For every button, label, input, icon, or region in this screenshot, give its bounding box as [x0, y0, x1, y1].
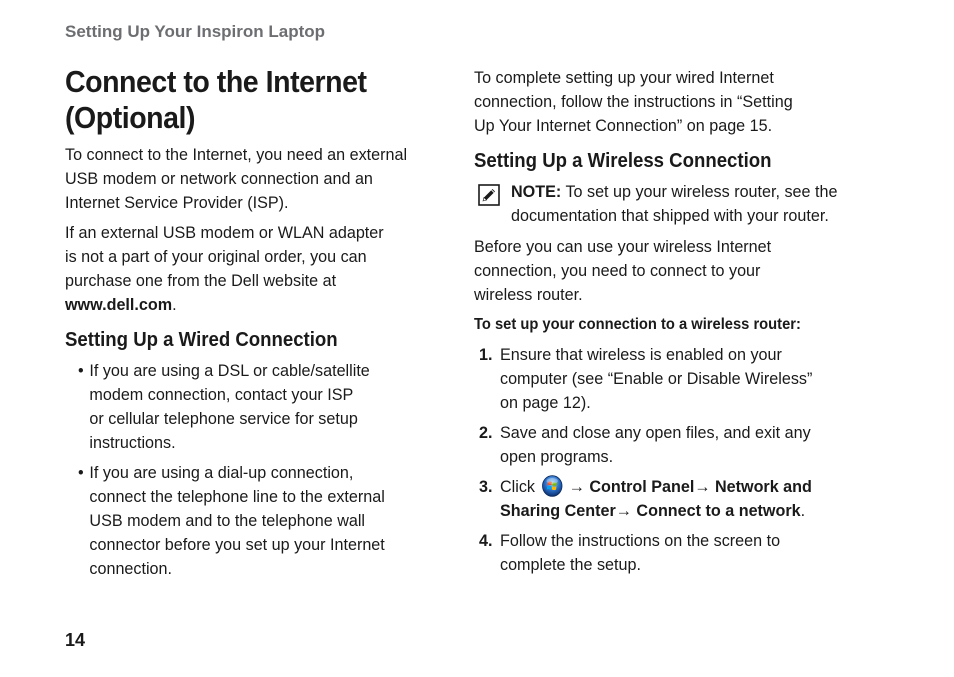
connect-to-network-link[interactable]: Connect to a network: [636, 501, 801, 520]
wireless-connection-heading: Setting Up a Wireless Connection: [474, 150, 772, 172]
bullet-icon: •: [78, 463, 84, 482]
wired-bullet-1-line1: If you are using a DSL or cable/satellite: [89, 361, 370, 380]
arrow-icon: →: [568, 477, 585, 496]
page-title-line2: (Optional): [65, 100, 196, 135]
wireless-intro-paragraph: [474, 235, 771, 307]
page-number: 14: [65, 630, 86, 650]
procedure-title: To set up your connection to a wireless router:: [474, 316, 801, 333]
wired-bullet-2-line3: USB modem and to the telephone wall: [89, 511, 366, 530]
step-3-number: 3.: [479, 477, 493, 496]
step-2-number: 2.: [479, 423, 493, 442]
note-line2: documentation that shipped with your router.: [511, 206, 829, 225]
wired-bullet-2-line1: If you are using a dial-up connection,: [89, 463, 354, 482]
note-pencil-icon: [478, 184, 500, 206]
dell-link-period: .: [172, 295, 177, 314]
wired-bullet-2-text: [89, 461, 384, 581]
step-1-number: 1.: [479, 345, 493, 364]
wired-bullet-1-line3: or cellular telephone service for setup: [89, 409, 358, 428]
wired-bullet-1-line2: modem connection, contact your ISP: [89, 385, 354, 404]
wireless-intro-line2: connection, you need to connect to your: [474, 261, 761, 280]
note-block: [511, 180, 837, 228]
network-sharing-link-part1[interactable]: Network and: [714, 477, 812, 496]
windows-start-icon[interactable]: [541, 475, 562, 497]
arrow-icon: →: [694, 477, 711, 496]
dell-website-link[interactable]: www.dell.com: [65, 295, 173, 314]
bullet-icon: •: [78, 361, 84, 380]
intro-p2-line2: is not a part of your original order, you can: [65, 247, 367, 266]
step-2-text: [500, 421, 811, 469]
step-4-number: 4.: [479, 531, 493, 550]
wireless-intro-line3: wireless router.: [474, 285, 583, 304]
step-4-text: [500, 529, 780, 577]
step-1-line1: Ensure that wireless is enabled on your: [500, 345, 782, 364]
step-1-text: [500, 343, 812, 415]
page-title-line1: Connect to the Internet: [65, 64, 367, 99]
step-4-line2: complete the setup.: [500, 555, 641, 574]
arrow-icon: →: [615, 501, 632, 520]
wired-cont-line1: To complete setting up your wired Internet: [474, 68, 774, 87]
wired-continuation-paragraph: [474, 66, 793, 138]
step-3-click-word: Click: [500, 477, 536, 496]
wireless-intro-line1: Before you can use your wireless Internet: [474, 237, 772, 256]
intro-p2-line1: If an external USB modem or WLAN adapter: [65, 223, 384, 242]
step-2-line2: open programs.: [500, 447, 614, 466]
wired-bullet-1-line4: instructions.: [89, 433, 176, 452]
intro-p2-line3: purchase one from the Dell website at: [65, 271, 337, 290]
intro-paragraph-1: [65, 143, 407, 215]
step-1-line2: computer (see “Enable or Disable Wireless”: [500, 369, 813, 388]
wired-connection-heading: Setting Up a Wired Connection: [65, 329, 338, 351]
wired-bullet-2-line5: connection.: [89, 559, 173, 578]
intro-paragraph-2: [65, 221, 384, 317]
network-sharing-link-part2[interactable]: Sharing Center: [500, 501, 616, 520]
control-panel-link[interactable]: Control Panel: [589, 477, 695, 496]
wired-bullet-2-line2: connect the telephone line to the external: [89, 487, 385, 506]
note-label: NOTE:: [511, 182, 562, 201]
step-1-line3: on page 12).: [500, 393, 591, 412]
step-2-line1: Save and close any open files, and exit any: [500, 423, 811, 442]
note-line1: To set up your wireless router, see the: [565, 182, 838, 201]
wired-cont-line2: connection, follow the instructions in “Setting: [474, 92, 793, 111]
wired-cont-line3: Up Your Internet Connection” on page 15.: [474, 116, 773, 135]
intro-p1-line3: Internet Service Provider (ISP).: [65, 193, 289, 212]
wired-bullet-1-text: [89, 359, 369, 455]
intro-p1-line1: To connect to the Internet, you need an external: [65, 145, 408, 164]
step-4-line1: Follow the instructions on the screen to: [500, 531, 781, 550]
running-header: Setting Up Your Inspiron Laptop: [65, 22, 326, 41]
intro-p1-line2: USB modem or network connection and an: [65, 169, 373, 188]
step-3-period: .: [800, 501, 806, 520]
step-3-text: [500, 475, 812, 523]
page-title: [65, 64, 419, 136]
wired-bullet-2-line4: connector before you set up your Internet: [89, 535, 385, 554]
